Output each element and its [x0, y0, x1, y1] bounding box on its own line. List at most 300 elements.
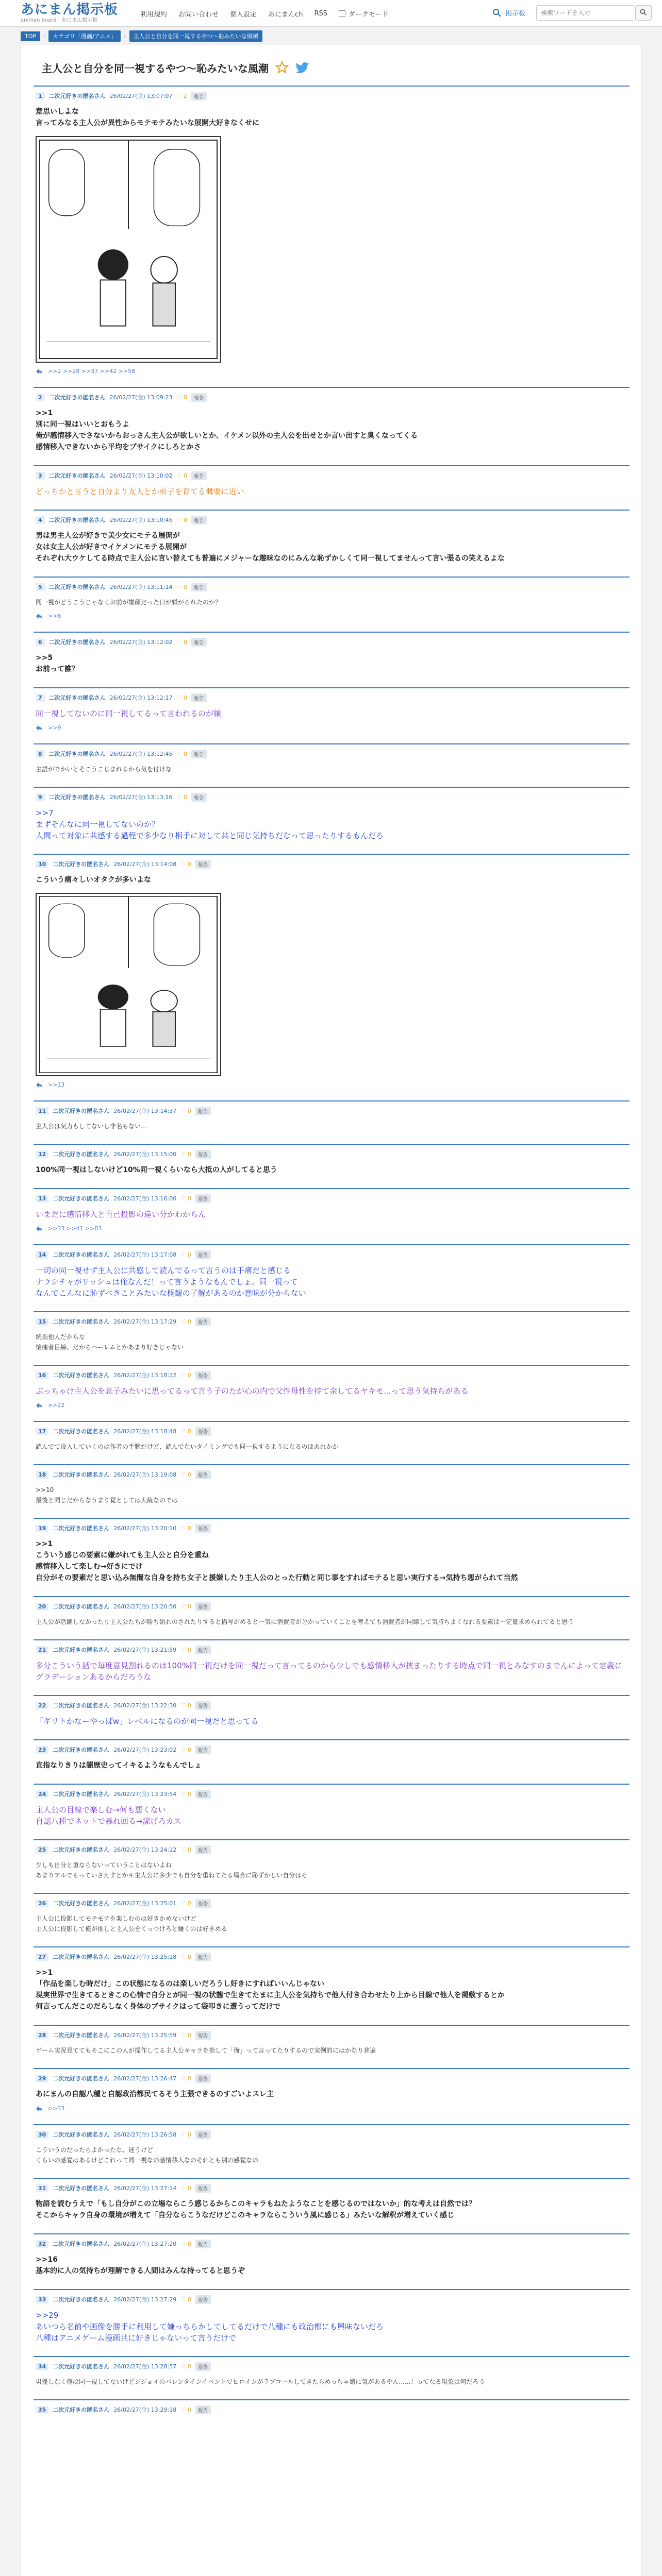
post-number[interactable]: 3: [36, 472, 45, 480]
star-icon[interactable]: [275, 60, 289, 75]
post-date: 26/02/27(金) 13:26:47: [113, 2075, 177, 2082]
post-author: 二次元好きの匿名さん: [53, 1900, 110, 1907]
like-count[interactable]: ♡ 0: [180, 1428, 191, 1435]
like-count-value: 0: [187, 1646, 191, 1653]
post-body: 100%同一視はしないけど10%同一視くらいなら大抵の人がしてると思う: [36, 1166, 277, 1174]
darkmode-checkbox[interactable]: [339, 10, 345, 17]
report-button[interactable]: 報告: [191, 516, 207, 524]
reply-icon: [36, 2106, 43, 2112]
post: [34, 2124, 630, 2171]
post-number[interactable]: 29: [36, 2075, 48, 2082]
report-button[interactable]: 報告: [195, 1790, 211, 1799]
like-count[interactable]: ♡ 0: [180, 2075, 191, 2082]
post-author: 二次元好きの匿名さん: [53, 2032, 110, 2039]
post-header: [36, 1106, 627, 1116]
post: [34, 743, 630, 779]
report-button[interactable]: 報告: [195, 1371, 211, 1380]
post-author: 二次元好きの匿名さん: [53, 1318, 110, 1325]
post-number[interactable]: 33: [36, 2296, 48, 2303]
post: [34, 2178, 630, 2226]
post-author: 二次元好きの匿名さん: [53, 1251, 110, 1258]
post-header: [36, 637, 627, 647]
post-author: 二次元好きの匿名さん: [53, 2185, 110, 2192]
post-author: 二次元好きの匿名さん: [53, 1525, 110, 1532]
post-number[interactable]: 31: [36, 2184, 48, 2192]
post-header: [36, 1370, 627, 1380]
post-date: 26/02/27(金) 13:28:57: [113, 2363, 177, 2370]
post-header: [36, 1469, 627, 1480]
post-number[interactable]: 22: [36, 1702, 48, 1709]
report-button[interactable]: 報告: [191, 92, 207, 100]
post-date: 26/02/27(金) 13:14:37: [113, 1108, 177, 1114]
post-body: 統指他人だからな 懐痛者目線、だからハーレムとかあまり好きじゃない: [36, 1333, 184, 1351]
post-number[interactable]: 26: [36, 1900, 48, 1907]
post-date: 26/02/27(金) 13:14:08: [113, 861, 177, 868]
like-count-value: 0: [187, 1428, 191, 1435]
like-count-value: 0: [187, 1746, 191, 1753]
report-button[interactable]: 報告: [195, 1646, 211, 1654]
post-date: 26/02/27(金) 13:07:07: [109, 93, 173, 99]
header-nav: [140, 7, 388, 20]
post-number[interactable]: 35: [36, 2406, 48, 2414]
post-number[interactable]: 28: [36, 2031, 48, 2039]
report-button[interactable]: 報告: [195, 2031, 211, 2040]
post-author: 二次元好きの匿名さん: [53, 1108, 110, 1114]
post-header: [36, 1601, 627, 1612]
like-count[interactable]: ♡ 0: [176, 472, 187, 479]
breadcrumb-separator: ›: [124, 32, 126, 40]
report-button[interactable]: 報告: [195, 1602, 211, 1611]
post-body: 男優しなく俺は同一視してないけどジジョイのバレンタインイベントでヒロインがラブコールしてきたらめっちゃ嬉に気があるやん......！ってなる現象は何だろう: [36, 2378, 485, 2385]
reply-anchor-links[interactable]: >>33 >>41 >>83: [48, 1225, 102, 1232]
post-author: 二次元好きの匿名さん: [48, 517, 106, 523]
search-icon: [492, 8, 502, 18]
post-body: >>1 別に同一視はいいとおもうよ 俺が感情移入でさないからおっさん主人公が欲しいとか、イケメン以外の主人公を出せとか言い出すと臭くなってくる 感情移入できないから平均をブサイクにしろとかさ: [36, 409, 418, 451]
report-button[interactable]: 報告: [191, 793, 207, 802]
like-count[interactable]: ♡ 0: [176, 394, 187, 401]
post-body: >>5 お前って誰？: [36, 654, 79, 673]
post-body: あにまんの自認八種と自認政治都民てるそう主張できるのすごいよスレ主: [36, 2090, 274, 2098]
report-button[interactable]: 報告: [195, 1194, 211, 1203]
like-count[interactable]: ♡ 0: [180, 1900, 191, 1907]
darkmode-label: ダークモード: [348, 10, 389, 19]
like-count[interactable]: ♡ 0: [180, 1471, 191, 1478]
reply-anchor-links[interactable]: >>2 >>28 >>37 >>42 >>58: [48, 368, 136, 375]
like-count[interactable]: ♡ 0: [180, 1371, 191, 1379]
breadcrumb-thread[interactable]: 主人公と自分を同一視するやつ〜恥みたいな風潮: [129, 30, 262, 42]
post-number[interactable]: 15: [36, 1318, 48, 1326]
reply-anchor-links[interactable]: >>22: [48, 1402, 65, 1409]
post: [34, 1188, 630, 1237]
post-header: [36, 2183, 627, 2193]
post-number[interactable]: 4: [36, 516, 45, 524]
post-header: [36, 1744, 627, 1755]
post-header: [36, 1149, 627, 1159]
post-date: 26/02/27(金) 13:23:02: [113, 1747, 177, 1753]
manga-panel-illustration: [37, 894, 220, 1075]
report-button[interactable]: 報告: [195, 1745, 211, 1754]
post-header: [36, 470, 627, 481]
like-count[interactable]: ♡ 0: [180, 1251, 191, 1258]
search-input[interactable]: [536, 5, 634, 21]
post-number[interactable]: 21: [36, 1646, 48, 1654]
like-count[interactable]: ♡ 0: [176, 516, 187, 523]
post-number[interactable]: 2: [36, 394, 45, 401]
reply-anchor-links[interactable]: >>6: [48, 613, 61, 619]
like-count-value: 0: [187, 2406, 191, 2413]
search-scope-select[interactable]: 掲示板: [505, 10, 526, 18]
post-date: 26/02/27(金) 13:18:48: [113, 1428, 177, 1435]
post-header: [36, 2030, 627, 2040]
like-count-value: 0: [187, 1900, 191, 1907]
like-count-value: 2: [183, 92, 187, 99]
breadcrumb-separator: ›: [43, 32, 46, 40]
nav-terms[interactable]: 利用規約: [140, 10, 168, 19]
like-count-value: 0: [187, 1150, 191, 1158]
breadcrumb: [21, 30, 262, 42]
nav-rss[interactable]: RSS: [314, 9, 327, 18]
post-header: [36, 1249, 627, 1260]
post-author: 二次元好きの匿名さん: [53, 1846, 110, 1853]
post: [34, 2068, 630, 2117]
post-author: 二次元好きの匿名さん: [53, 2241, 110, 2247]
post-date: 26/02/27(金) 13:10:45: [109, 517, 173, 523]
post-body: ぶっちゃけ主人公を息子みたいに思ってるって言う子のたが心の内で父性母性を持て余してるヤキモ...って思う気持ちがある: [36, 1386, 469, 1396]
post: [34, 1893, 630, 1939]
like-count-value: 0: [187, 2296, 191, 2303]
like-count[interactable]: ♡ 0: [180, 1953, 191, 1960]
post-header: [36, 1844, 627, 1855]
post-header: [36, 2294, 627, 2304]
post-number[interactable]: 25: [36, 1846, 48, 1854]
post-date: 26/02/27(金) 13:20:50: [113, 1603, 177, 1610]
like-count-value: 0: [183, 516, 187, 523]
report-button[interactable]: 報告: [195, 1701, 211, 1710]
post-header: [36, 2129, 627, 2140]
report-button[interactable]: 報告: [195, 860, 211, 869]
like-count-value: 0: [187, 1471, 191, 1478]
reply-icon: [36, 725, 43, 731]
post-date: 26/02/27(金) 13:15:00: [113, 1151, 177, 1158]
report-button[interactable]: 報告: [191, 638, 207, 647]
like-count[interactable]: ♡ 0: [180, 1150, 191, 1158]
like-count[interactable]: ♡ 0: [180, 1746, 191, 1753]
post-number[interactable]: 17: [36, 1428, 48, 1435]
post-replies: [36, 1225, 627, 1232]
post-body: >>1 こういう感じの要素に嫌がれても主人公と自分を重ね 感情移入して楽しむ→好きにでけ 自分がその要素だと思い込み無闇な自身を持ち女子と援嫌したり主人公のとった行動と同じ事をすればモテると思い実行する→気持ち悪がられて当然: [36, 1540, 518, 1582]
site-logo[interactable]: [21, 2, 134, 25]
reply-anchor-links[interactable]: >>9: [48, 724, 61, 731]
post-body: 男は男主人公が好きで美少女にモテる展開が 女は女主人公が好きでイケメンにモテる展開が それぞれ大ウケしてる時点で主人公に言い替えても普遍にメジャーな趣味なのにみんな恥ずかしくて同一視してませんって言い張るの笑えるよな: [36, 532, 505, 563]
like-count[interactable]: ♡ 0: [176, 750, 187, 757]
post-date: 26/02/27(金) 13:11:14: [109, 584, 173, 590]
post: [34, 465, 630, 502]
post-body: 主語がでかいとそこうこじまれるから気を付けな: [36, 766, 172, 773]
report-button[interactable]: 報告: [191, 583, 207, 591]
like-count[interactable]: ♡ 0: [180, 1702, 191, 1709]
post-header: [36, 1898, 627, 1908]
post-body: 直指なりきりは闇歴史ってイキるようなもんでしょ: [36, 1761, 202, 1770]
like-count[interactable]: ♡ 0: [180, 2296, 191, 2303]
like-count-value: 0: [187, 2363, 191, 2370]
reply-anchor-links[interactable]: >>13: [48, 1081, 65, 1088]
post-number[interactable]: 30: [36, 2131, 48, 2139]
post: [34, 1365, 630, 1414]
post-body: >>1 「作品を楽しむ時だけ」この状態になるのは楽しいだろうし好きにすればいいんじゃない 現実世界で生きてるときこの心情で自分とが同一視の状態で生きてたまに主人公を気持ちで他人付き合わせたり上から目線で他人を掲敷するとか 何言ってんだこのだらしなく身体のブサイクはって袋叩きに遭うってだけで: [36, 1969, 505, 2011]
like-count[interactable]: ♡ 0: [180, 2363, 191, 2370]
post-header: [36, 1645, 627, 1655]
like-count[interactable]: ♡ 0: [180, 1107, 191, 1114]
post-author: 二次元好きの匿名さん: [48, 472, 106, 479]
post: [34, 1144, 630, 1181]
post-body: ゲーム実況見ててもそこにこの人が操作してる主人公キャラを指して「俺」って言ってたりするので実例的にはかなり普遍: [36, 2047, 376, 2054]
like-count[interactable]: ♡ 0: [180, 2240, 191, 2247]
post-image[interactable]: [36, 136, 221, 363]
post-body: こういうのだったらよかったな、迷うけど くらいの感覚はあるけどこれって同一視なの感情移入なのそれとも別の感覚なの: [36, 2146, 259, 2164]
like-count[interactable]: ♡ 0: [180, 2031, 191, 2039]
like-count[interactable]: ♡ 0: [176, 638, 187, 646]
like-count[interactable]: ♡ 0: [180, 2184, 191, 2192]
post-author: 二次元好きの匿名さん: [53, 1195, 110, 1202]
report-button[interactable]: 報告: [195, 2295, 211, 2304]
post-body: 「ギリトかなーやっぱw」レベルになるのが同一視だと思ってる: [36, 1717, 259, 1726]
post-body: 主人公の目線で楽しむ→何も悪くない 自認八種でネットで暴れ回る→潔げろカス: [36, 1805, 181, 1826]
like-count[interactable]: ♡ 0: [180, 1646, 191, 1653]
post-author: 二次元好きの匿名さん: [53, 2363, 110, 2370]
post-number[interactable]: 8: [36, 750, 45, 758]
post-header: [36, 1952, 627, 1962]
post-body: 主人公に投影してモテモテを楽しむのは好きかめないけど 主人公に投影して俺が推しと主人公をくっつけろと嫌くのは好きめる: [36, 1915, 227, 1933]
report-button[interactable]: 報告: [191, 471, 207, 480]
post-header: [36, 1523, 627, 1533]
post-author: 二次元好きの匿名さん: [48, 93, 106, 99]
post-replies: [36, 1402, 627, 1409]
post-number[interactable]: 5: [36, 583, 45, 591]
post: [34, 854, 630, 1093]
post-author: 二次元好きの匿名さん: [53, 2131, 110, 2138]
nav-animanch[interactable]: あにまんch: [268, 10, 303, 19]
like-count[interactable]: ♡ 0: [180, 2406, 191, 2413]
breadcrumb-top[interactable]: TOP: [21, 31, 40, 41]
report-button[interactable]: 報告: [191, 393, 207, 402]
post-date: 26/02/27(金) 13:27:20: [113, 2241, 177, 2247]
post-date: 26/02/27(金) 13:26:58: [113, 2131, 177, 2138]
post-author: 二次元好きの匿名さん: [53, 1747, 110, 1753]
post-header: [36, 749, 627, 759]
like-count-value: 0: [187, 2075, 191, 2082]
manga-panel-illustration: [37, 137, 220, 362]
nav-contact[interactable]: お問い合わせ: [178, 10, 219, 19]
like-count[interactable]: ♡ 0: [176, 583, 187, 590]
post-number[interactable]: 32: [36, 2240, 48, 2248]
like-count[interactable]: ♡ 0: [180, 860, 191, 868]
post-number[interactable]: 18: [36, 1471, 48, 1479]
twitter-bird-icon[interactable]: [295, 61, 310, 74]
post-author: 二次元好きの匿名さん: [53, 1647, 110, 1653]
report-button[interactable]: 報告: [195, 1150, 211, 1159]
post-header: [36, 2073, 627, 2083]
post-body: >>16 基本的に人の気持ちが理解できる人間はみんな持ってると思うぞ: [36, 2256, 245, 2275]
post-replies: [36, 1081, 627, 1088]
post-author: 二次元好きの匿名さん: [53, 1791, 110, 1798]
like-count[interactable]: ♡ 0: [180, 1318, 191, 1325]
post-number[interactable]: 7: [36, 694, 45, 702]
post-number[interactable]: 13: [36, 1195, 48, 1202]
like-count-value: 0: [187, 1371, 191, 1379]
report-button[interactable]: 報告: [195, 1427, 211, 1436]
post: [34, 1100, 630, 1137]
post-number[interactable]: 20: [36, 1603, 48, 1611]
post-body: >>7 まずそんなに同一視してないのか？ 人間って対象に共感する過程で多少なり相手に対して共と同じ気持ちだなって思ったりするもんだろ: [36, 808, 384, 840]
post-author: 二次元好きの匿名さん: [48, 394, 106, 401]
post-author: 二次元好きの匿名さん: [48, 639, 106, 646]
post: [34, 787, 630, 846]
post: [34, 1311, 630, 1358]
report-button[interactable]: 報告: [195, 2130, 211, 2139]
thread-title-row: [42, 59, 310, 76]
post-list: [34, 86, 630, 2427]
like-count[interactable]: ♡ 0: [180, 1195, 191, 1202]
post-number[interactable]: 23: [36, 1746, 48, 1754]
like-count-value: 0: [183, 793, 187, 801]
report-button[interactable]: 報告: [195, 1899, 211, 1908]
post-body: 主人公は気力もしてないし非名もない…: [36, 1123, 147, 1130]
post-date: 26/02/27(金) 13:12:17: [109, 694, 173, 701]
report-button[interactable]: 報告: [195, 1470, 211, 1479]
post-header: [36, 2404, 627, 2415]
post-number[interactable]: 27: [36, 1953, 48, 1961]
post-header: [36, 859, 627, 869]
like-count[interactable]: ♡ 0: [180, 1790, 191, 1798]
post-date: 26/02/27(金) 13:25:59: [113, 2032, 177, 2039]
post-date: 26/02/27(金) 13:09:23: [109, 394, 173, 401]
like-count[interactable]: ♡ 2: [176, 92, 187, 99]
post-date: 26/02/27(金) 13:19:08: [113, 1471, 177, 1478]
site-header: [0, 0, 662, 27]
reply-icon: [36, 613, 43, 619]
like-count-value: 0: [187, 2184, 191, 2192]
report-button[interactable]: 報告: [195, 1845, 211, 1854]
reply-anchor-links[interactable]: >>33: [48, 2105, 65, 2112]
like-count-value: 0: [187, 1953, 191, 1960]
like-count[interactable]: ♡ 0: [180, 1524, 191, 1532]
like-count-value: 0: [183, 694, 187, 701]
post-date: 26/02/27(金) 13:18:12: [113, 1372, 177, 1379]
post-body: 意思いしよな 言ってみなる主人公が異性からモテモテみたいな展開大好きなくせに: [36, 108, 259, 127]
post-number[interactable]: 34: [36, 2363, 48, 2370]
post-author: 二次元好きの匿名さん: [53, 1954, 110, 1960]
report-button[interactable]: 報告: [195, 1107, 211, 1115]
report-button[interactable]: 報告: [195, 2405, 211, 2414]
post: [34, 1839, 630, 1886]
post-body: 少しも自分と重ならないっていうことはないよね あまりアルでもっていさえすとかキ主人公に多少でも自分を重ねてたる場合に恥ずかしい自分はそ: [36, 1861, 308, 1879]
like-count[interactable]: ♡ 0: [176, 793, 187, 801]
report-button[interactable]: 報告: [195, 1250, 211, 1259]
post-replies: [36, 724, 627, 731]
post: [34, 2356, 630, 2392]
like-count[interactable]: ♡ 0: [180, 1846, 191, 1853]
darkmode-toggle[interactable]: [339, 9, 388, 19]
report-button[interactable]: 報告: [195, 2240, 211, 2248]
like-count[interactable]: ♡ 0: [180, 2131, 191, 2138]
post-date: 26/02/27(金) 13:25:18: [113, 1954, 177, 1960]
post-author: 二次元好きの匿名さん: [53, 1471, 110, 1478]
like-count-value: 0: [187, 1790, 191, 1798]
report-button[interactable]: 報告: [191, 693, 207, 702]
post-date: 26/02/27(金) 13:16:06: [113, 1195, 177, 1202]
post-author: 二次元好きの匿名さん: [48, 694, 106, 701]
post-header: [36, 792, 627, 802]
post-date: 26/02/27(金) 13:27:14: [113, 2185, 177, 2192]
report-button[interactable]: 報告: [195, 1317, 211, 1326]
report-button[interactable]: 報告: [195, 1953, 211, 1961]
post-number[interactable]: 16: [36, 1371, 48, 1379]
like-count-value: 0: [187, 1251, 191, 1258]
like-count-value: 0: [187, 1524, 191, 1532]
post-date: 26/02/27(金) 13:17:08: [113, 1251, 177, 1258]
report-button[interactable]: 報告: [195, 2362, 211, 2371]
post-header: [36, 1789, 627, 1799]
post: [34, 1639, 630, 1688]
search-button-icon: [640, 9, 647, 16]
post-body: >>10 最後と同じだからなうまり覚としては大統なのでは: [36, 1486, 178, 1504]
post-number[interactable]: 19: [36, 1524, 48, 1532]
search-button[interactable]: [635, 5, 652, 21]
post-number[interactable]: 10: [36, 860, 48, 868]
post-date: 26/02/27(金) 13:22:30: [113, 1702, 177, 1709]
post-date: 26/02/27(金) 13:13:16: [109, 794, 173, 801]
like-count-value: 0: [187, 1318, 191, 1325]
report-button[interactable]: 報告: [195, 2074, 211, 2083]
report-button[interactable]: 報告: [195, 1524, 211, 1533]
post-image[interactable]: [36, 893, 221, 1076]
post-author: 二次元好きの匿名さん: [48, 751, 106, 757]
logo-title: あにまん掲示板: [21, 2, 119, 18]
breadcrumb-category[interactable]: カテゴリ「漫画/アニメ」: [48, 30, 121, 42]
post-replies: [36, 368, 627, 375]
post-number[interactable]: 24: [36, 1790, 48, 1798]
post-body: 同一視がどうこうじゃなくお前が嫌顔だった日が嫌がられたのか？: [36, 599, 222, 606]
post-body: >>29 あいつら名前や画像を勝手に利用して嫌っちらかしてしてるだけで八種にも政治都にも興味ないだろ 八種はアニメゲーム漫画共に好きじゃないって言うだけで: [36, 2311, 384, 2343]
nav-settings[interactable]: 個人設定: [230, 10, 257, 19]
post-author: 二次元好きの匿名さん: [53, 1702, 110, 1709]
post-author: 二次元好きの匿名さん: [53, 1372, 110, 1379]
post-date: 26/02/27(金) 13:27:29: [113, 2296, 177, 2303]
like-count-value: 0: [187, 1702, 191, 1709]
post-date: 26/02/27(金) 13:21:59: [113, 1647, 177, 1653]
post-header: [36, 582, 627, 592]
post: [34, 2233, 630, 2282]
like-count-value: 0: [183, 638, 187, 646]
post-number[interactable]: 11: [36, 1107, 48, 1115]
like-count[interactable]: ♡ 0: [180, 1603, 191, 1610]
post-number[interactable]: 1: [36, 92, 45, 100]
like-count-value: 0: [187, 1107, 191, 1114]
post-number[interactable]: 9: [36, 793, 45, 801]
report-button[interactable]: 報告: [191, 750, 207, 758]
like-count[interactable]: ♡ 0: [176, 694, 187, 701]
post-number[interactable]: 6: [36, 638, 45, 646]
post-number[interactable]: 12: [36, 1150, 48, 1158]
page-title: 主人公と自分を同一視するやつ〜恥みたいな風潮: [42, 62, 269, 75]
post-number[interactable]: 14: [36, 1251, 48, 1259]
report-button[interactable]: 報告: [195, 2184, 211, 2193]
like-count-value: 0: [183, 583, 187, 590]
post-date: 26/02/27(金) 13:12:45: [109, 751, 173, 757]
like-count-value: 0: [187, 1846, 191, 1853]
post: [34, 632, 630, 680]
like-count-value: 0: [187, 860, 191, 868]
